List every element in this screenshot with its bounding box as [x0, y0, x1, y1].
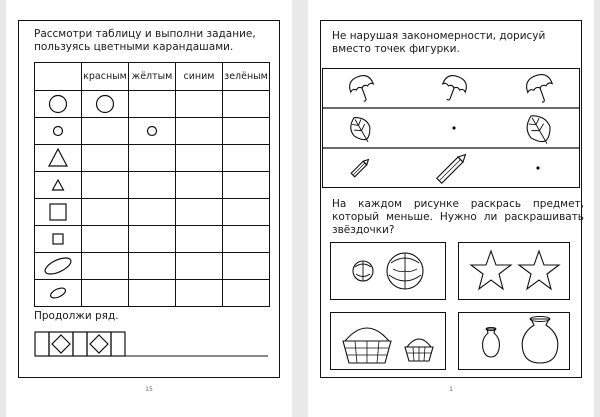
shape-sequence [34, 330, 274, 358]
table-cell[interactable] [129, 280, 176, 307]
column-header-red: красным [82, 63, 129, 91]
umbrella-icon [523, 71, 557, 105]
table-cell[interactable] [129, 253, 176, 280]
small-circle-shape [35, 118, 82, 145]
cabbage-box [330, 242, 446, 300]
small-cabbage-icon[interactable] [353, 261, 373, 281]
leaf-icon [346, 113, 376, 147]
table-cell[interactable] [82, 253, 129, 280]
pattern-task-text: Не нарушая закономерности, дорисуй вместо точек фигурки. [332, 30, 546, 55]
large-basket-icon[interactable] [343, 328, 391, 363]
large-triangle-shape [35, 145, 82, 172]
left-page [6, 0, 292, 417]
table-cell[interactable] [82, 280, 129, 307]
table-cell[interactable] [176, 226, 223, 253]
table-cell[interactable] [223, 199, 270, 226]
table-row [35, 280, 270, 307]
table-row [35, 172, 270, 199]
table-cell[interactable] [223, 118, 270, 145]
small-ellipse-shape [35, 280, 82, 307]
table-cell[interactable] [82, 172, 129, 199]
continue-sequence-text: Продолжи ряд. [34, 310, 119, 322]
column-header-yellow: жёлтым [129, 63, 176, 91]
column-header-green: зелёным [223, 63, 270, 91]
table-cell[interactable] [176, 118, 223, 145]
vase-pair [459, 313, 569, 369]
table-cell[interactable] [176, 199, 223, 226]
table-cell[interactable] [223, 145, 270, 172]
table-cell[interactable] [82, 91, 129, 118]
placeholder-dot[interactable] [536, 166, 539, 169]
large-square-shape [35, 199, 82, 226]
umbrella-icon [347, 73, 378, 105]
placeholder-dot[interactable] [452, 126, 455, 129]
table-cell[interactable] [82, 118, 129, 145]
basket-pair [331, 313, 445, 369]
column-header-empty [35, 63, 82, 91]
table-row [35, 118, 270, 145]
small-triangle-shape [35, 172, 82, 199]
table-cell[interactable] [176, 145, 223, 172]
table-cell[interactable] [176, 172, 223, 199]
small-vase-icon[interactable] [483, 328, 500, 358]
right-page [308, 0, 594, 417]
large-vase-icon[interactable] [522, 317, 558, 364]
table-cell[interactable] [129, 118, 176, 145]
color-table [34, 62, 270, 307]
leaf-icon [521, 110, 557, 149]
pencil-icon [351, 158, 370, 177]
page-number: 1 [449, 386, 453, 393]
table-cell[interactable] [82, 199, 129, 226]
table-cell[interactable] [129, 172, 176, 199]
vase-box [458, 312, 570, 370]
small-square-shape [35, 226, 82, 253]
table-cell[interactable] [129, 91, 176, 118]
star-icon[interactable] [471, 251, 511, 289]
table-cell[interactable] [176, 280, 223, 307]
umbrella-icon [438, 73, 469, 105]
star-box [458, 242, 570, 300]
cabbage-pair [331, 243, 445, 299]
coloring-task-text: На каждом рисунке раскрась предмет, который меньше. Нужно ли раскрашивать звёздочки? [332, 198, 584, 236]
large-circle-shape [35, 91, 82, 118]
pattern-rows [322, 68, 580, 188]
star-pair [459, 243, 569, 299]
table-cell[interactable] [176, 253, 223, 280]
table-cell[interactable] [223, 253, 270, 280]
pencil-icon [437, 152, 468, 183]
table-row [35, 199, 270, 226]
small-basket-icon[interactable] [405, 339, 433, 361]
large-cabbage-icon[interactable] [387, 253, 423, 289]
table-row [35, 145, 270, 172]
table-cell[interactable] [82, 226, 129, 253]
table-cell[interactable] [82, 145, 129, 172]
table-row [35, 226, 270, 253]
star-icon[interactable] [519, 251, 559, 289]
table-cell[interactable] [223, 280, 270, 307]
table-row [35, 253, 270, 280]
table-cell[interactable] [223, 91, 270, 118]
page-number: 15 [145, 386, 153, 393]
table-cell[interactable] [129, 199, 176, 226]
large-ellipse-shape [35, 253, 82, 280]
table-cell[interactable] [129, 226, 176, 253]
table-cell[interactable] [223, 226, 270, 253]
basket-box [330, 312, 446, 370]
column-header-blue: синим [176, 63, 223, 91]
table-cell[interactable] [223, 172, 270, 199]
table-task-text: Рассмотри таблицу и выполни задание, пользуясь цветными карандашами. [34, 28, 256, 53]
table-row [35, 91, 270, 118]
table-cell[interactable] [129, 145, 176, 172]
table-cell[interactable] [176, 91, 223, 118]
